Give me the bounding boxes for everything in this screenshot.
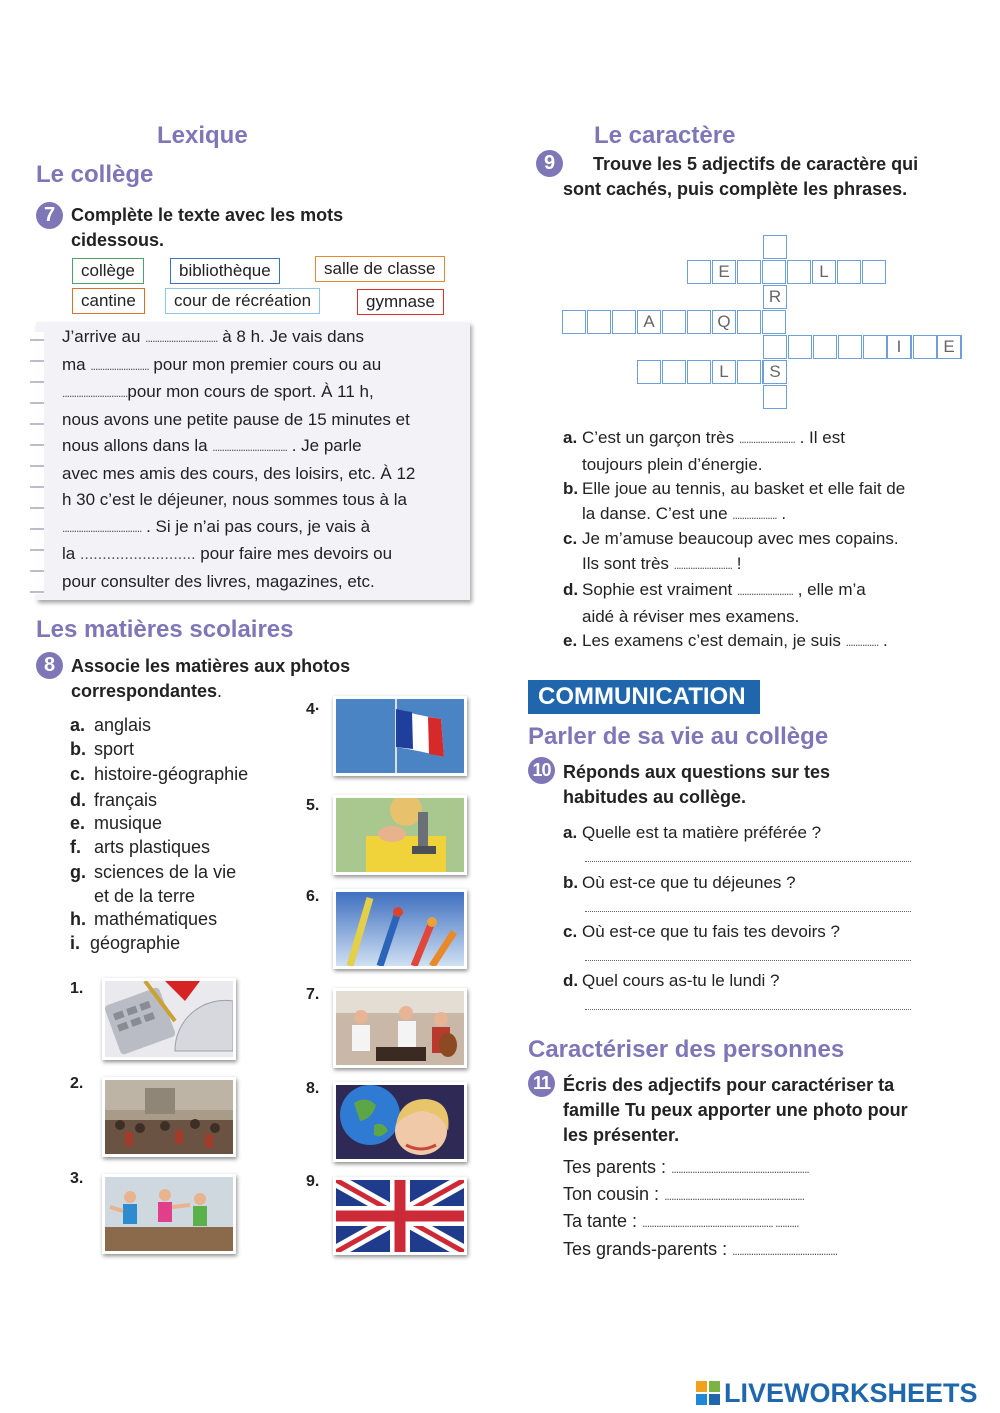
text-part: . Je parle (286, 436, 362, 455)
item-letter: g. (70, 862, 86, 882)
sentence-line (563, 577, 963, 604)
item-text: sport (94, 739, 135, 759)
text-line (62, 541, 462, 569)
photo-geography (333, 1082, 467, 1162)
crossword-cell[interactable] (637, 360, 661, 384)
item-letter: i. (70, 933, 81, 953)
crossword-cell[interactable] (662, 360, 686, 384)
blank-dots[interactable]: ........................ (738, 432, 795, 446)
subject-item (70, 790, 157, 811)
crossword-cell[interactable] (687, 360, 711, 384)
text-part: aidé à réviser mes examens. (582, 607, 800, 626)
sentence-d (563, 577, 963, 629)
text-part: Ils sont très (582, 554, 674, 573)
instruction-line: Écris des adjectifs pour caractériser ta (563, 1075, 895, 1095)
crossword-cell[interactable] (837, 260, 861, 284)
blank-dots[interactable]: ............................... (145, 331, 218, 345)
exercise-9-badge: 9 (536, 150, 563, 177)
photo-art-brushes (333, 889, 467, 969)
blank-dots[interactable]: ............................................. (732, 1244, 838, 1258)
item-text: histoire-géographie (94, 764, 249, 784)
exercise-10-badge: 10 (528, 757, 555, 784)
subject-item (70, 933, 180, 954)
item-text: géographie (90, 933, 181, 953)
text-line (62, 324, 462, 352)
item-text: arts plastiques (94, 837, 211, 857)
sentence-e (563, 628, 963, 655)
instruction-line: cidessous. (71, 230, 165, 250)
item-letter: e. (70, 813, 86, 833)
item-text: anglais (94, 715, 152, 735)
science-image (336, 798, 464, 872)
item-text: musique (94, 813, 163, 833)
item-letter: a. (70, 715, 86, 735)
french-flag-image (336, 699, 464, 773)
art-brushes-image (336, 892, 464, 966)
photo-number: 6. (306, 888, 320, 905)
text-line (62, 407, 462, 434)
item-text: sciences de la vie (94, 862, 237, 882)
communication-banner: COMMUNICATION (528, 680, 760, 714)
photo-sport (102, 1174, 236, 1254)
word-box: bibliothèque (170, 258, 280, 284)
instruction-line: sont cachés, puis complète les phrases. (563, 179, 908, 199)
sentence-b (563, 476, 963, 528)
text-part: h 30 c’est le déjeuner, nous sommes tous à la (62, 490, 407, 509)
text-part: Sophie est vraiment (582, 580, 737, 599)
geography-image (336, 1085, 464, 1159)
subject-item (70, 715, 151, 736)
caractere-title: Le caractère (594, 122, 736, 149)
photo-number: 1. (70, 980, 84, 997)
sentence-line (563, 476, 963, 501)
text-part: pour mon cours de sport. À 11 h, (127, 382, 374, 401)
blank-dots[interactable]: ......................... (673, 558, 732, 572)
blank-dots[interactable]: ................... (732, 508, 777, 522)
question-d (563, 968, 963, 993)
liveworksheets-logo: LIVEWORKSHEETS (724, 1378, 978, 1408)
spiral-rings (30, 332, 44, 594)
sentence-line (563, 604, 963, 629)
vie-title: Parler de sa vie au collège (528, 723, 829, 750)
sentence-line (563, 452, 963, 477)
word-box: cour de récréation (165, 288, 320, 314)
personnes-title: Caractériser des personnes (528, 1036, 845, 1063)
photo-uk-flag (333, 1177, 467, 1255)
text-line (62, 379, 462, 407)
text-part: Les examens c’est demain, je suis (582, 631, 846, 650)
crossword-letter[interactable]: I (887, 335, 911, 359)
liveworksheets-logo-icon (696, 1381, 720, 1405)
text-part: toujours plein d’énergie. (582, 455, 763, 474)
crossword-cell[interactable] (612, 310, 636, 334)
question-text: Où est-ce que tu fais tes devoirs ? (582, 922, 840, 941)
text-line (62, 487, 462, 514)
item-text: mathématiques (94, 909, 218, 929)
photo-number: 3. (70, 1170, 84, 1187)
subject-item (70, 886, 195, 907)
subject-item (70, 764, 248, 785)
crossword-letter[interactable]: L (812, 260, 836, 284)
blank-dots[interactable]: ............................................................ (664, 1189, 805, 1203)
matieres-title: Les matières scolaires (36, 616, 294, 643)
item-letter: b. (563, 873, 579, 892)
crossword-cell[interactable] (763, 235, 787, 259)
item-letter: a. (563, 823, 578, 842)
crossword-letter[interactable]: Q (712, 310, 736, 334)
family-row (563, 1184, 804, 1205)
text-part: nous allons dans la (62, 436, 213, 455)
text-part: nous avons une petite pause de 15 minutes et (62, 409, 410, 429)
text-part: Je m’amuse beaucoup avec mes copains. (582, 529, 899, 548)
family-label: Tes parents : (563, 1157, 672, 1177)
item-letter: h. (70, 909, 86, 929)
answer-line[interactable] (585, 1008, 911, 1010)
crossword-cell[interactable] (662, 310, 686, 334)
crossword-cell[interactable] (863, 335, 887, 359)
subject-item (70, 909, 217, 930)
subject-item (70, 862, 236, 883)
crossword-cell[interactable] (687, 310, 711, 334)
subject-item (70, 837, 210, 858)
instruction-line: les présenter. (563, 1125, 680, 1145)
family-label: Tes grands-parents : (563, 1239, 733, 1259)
instruction-period: . (217, 681, 223, 701)
instruction-line: Associe les matières aux photos (71, 656, 351, 676)
crossword-letter[interactable]: L (712, 360, 736, 384)
answer-line[interactable] (585, 860, 911, 862)
text-part: pour consulter des livres, magazines, etc. (62, 571, 375, 591)
crossword-cell[interactable] (763, 385, 787, 409)
photo-math-tools (102, 978, 236, 1060)
family-row (563, 1157, 809, 1178)
instruction-line: Réponds aux questions sur tes (563, 762, 831, 782)
photo-number: 9. (306, 1173, 320, 1190)
photo-number: 8. (306, 1080, 320, 1097)
item-letter: c. (563, 922, 578, 941)
photo-history-painting (102, 1077, 236, 1157)
text-line (62, 514, 462, 542)
crossword-cell[interactable] (762, 260, 786, 284)
question-text: Où est-ce que tu déjeunes ? (582, 873, 796, 892)
text-part: , elle m’a (792, 580, 866, 599)
subject-item (70, 739, 134, 760)
text-part: ma (62, 354, 91, 374)
text-part: la (62, 544, 80, 563)
history-painting-image (105, 1080, 233, 1154)
crossword-letter[interactable]: R (763, 285, 787, 309)
photo-number: 7. (306, 986, 320, 1003)
photo-number: 2. (70, 1075, 84, 1092)
blank-dots[interactable]: .............. (845, 635, 879, 649)
crossword-cell[interactable] (762, 310, 786, 334)
item-letter: f. (70, 837, 81, 857)
text-line (62, 461, 462, 488)
text-part: J’arrive au (62, 327, 146, 346)
item-text: et de la terre (94, 886, 196, 906)
instruction-line: famille Tu peux apporter une photo pour (563, 1100, 908, 1120)
text-part: à 8 h. Je vais dans (217, 327, 364, 346)
uk-flag-image (336, 1180, 464, 1252)
text-part: Elle joue au tennis, au basket et elle fait de (582, 479, 906, 498)
word-box: cantine (72, 288, 145, 314)
family-row (563, 1239, 837, 1260)
sentence-a (563, 425, 963, 477)
crossword-letter[interactable]: S (763, 360, 787, 384)
item-letter: e. (563, 631, 578, 650)
family-row (563, 1211, 798, 1232)
item-letter: b. (563, 479, 579, 498)
crossword-cell[interactable] (687, 260, 711, 284)
sentence-line (563, 551, 963, 578)
exercise-10-instruction (563, 760, 830, 810)
text-part: . Si je n’ai pas cours, je vais à (141, 516, 371, 536)
crossword-letter[interactable]: E (937, 335, 961, 359)
text-part: . (878, 631, 888, 650)
item-letter: c. (563, 529, 578, 548)
math-tools-image (105, 981, 233, 1057)
college-title: Le collège (36, 161, 154, 188)
crossword-letter[interactable]: A (637, 310, 661, 334)
item-letter: d. (563, 580, 579, 599)
photo-number: 5. (306, 797, 320, 814)
blank-dots[interactable]: ................................ (212, 440, 287, 454)
crossword-cell[interactable] (913, 335, 937, 359)
crossword-cell[interactable] (862, 260, 886, 284)
question-c (563, 919, 963, 944)
item-letter: d. (563, 971, 579, 990)
instruction-line: habitudes au collège. (563, 787, 747, 807)
item-letter: d. (70, 790, 86, 810)
blank-dots[interactable]: .......................... (79, 546, 196, 563)
crossword-cell[interactable] (587, 310, 611, 334)
text-line (62, 433, 462, 461)
exercise-11-instruction (563, 1073, 908, 1148)
crossword-cell[interactable] (737, 260, 761, 284)
text-part: pour mon premier cours ou au (148, 354, 382, 374)
word-box: gymnase (357, 289, 444, 315)
photo-music (333, 988, 467, 1068)
exercise-7-instruction (71, 203, 343, 253)
sentence-line (563, 628, 963, 655)
word-box: collège (72, 258, 144, 284)
word-box: salle de classe (315, 256, 445, 282)
exercise-8-badge: 8 (36, 652, 63, 679)
exercise-7-badge: 7 (36, 202, 63, 229)
fill-in-text (62, 324, 462, 595)
crossword-letter[interactable]: E (712, 260, 736, 284)
family-label: Ton cousin : (563, 1184, 665, 1204)
exercise-11-badge: 11 (528, 1070, 555, 1097)
answer-line[interactable] (585, 959, 911, 961)
crossword-cell[interactable] (813, 335, 837, 359)
question-a (563, 820, 963, 845)
blank-dots[interactable]: ........................ (736, 584, 793, 598)
sport-image (105, 1177, 233, 1251)
exercise-8-instruction (71, 654, 350, 704)
crossword-cell[interactable] (737, 360, 761, 384)
text-part: pour faire mes devoirs ou (195, 544, 393, 563)
text-part: . (776, 504, 787, 523)
instruction-text: correspondantes (71, 681, 218, 701)
item-letter: c. (70, 764, 86, 784)
family-label: Ta tante : (563, 1211, 643, 1231)
text-part: la danse. C’est une (582, 504, 733, 523)
item-letter: b. (70, 739, 86, 759)
text-line (62, 352, 462, 380)
blank-dots[interactable]: ............................ (62, 386, 128, 400)
sentence-line (563, 425, 963, 452)
crossword-cell[interactable] (562, 310, 586, 334)
crossword-cell[interactable] (788, 335, 812, 359)
photo-science (333, 795, 467, 875)
text-part: ! (732, 554, 742, 573)
crossword-cell[interactable] (787, 260, 811, 284)
subject-item (70, 813, 162, 834)
crossword-cell[interactable] (737, 310, 761, 334)
text-line (62, 569, 462, 596)
photo-number: 4· (306, 701, 321, 718)
question-b (563, 870, 963, 895)
sentence-line (563, 526, 963, 551)
item-text: français (94, 790, 158, 810)
music-image (336, 991, 464, 1065)
blank-dots[interactable]: .................................. (62, 520, 142, 535)
crossword-cell[interactable] (838, 335, 862, 359)
answer-line[interactable] (585, 910, 911, 912)
text-part: C’est un garçon très (582, 428, 739, 447)
question-text: Quel cours as-tu le lundi ? (582, 971, 780, 990)
sentence-c (563, 526, 963, 578)
item-letter: a. (563, 428, 578, 447)
question-text: Quelle est ta matière préférée ? (582, 823, 822, 842)
text-part: . Il est (794, 428, 845, 447)
sentence-line (563, 501, 963, 528)
instruction-line: Trouve les 5 adjectifs de caractère qui (593, 154, 919, 174)
crossword-cell[interactable] (763, 335, 787, 359)
exercise-9-instruction (563, 152, 918, 202)
blank-dots[interactable]: ........................................................ .......... (642, 1216, 799, 1230)
blank-dots[interactable]: ........................................................... (671, 1162, 809, 1176)
blank-dots[interactable]: ......................... (90, 358, 149, 373)
lexique-title: Lexique (157, 122, 248, 149)
instruction-line: Complète le texte avec les mots (71, 205, 344, 225)
photo-french-flag (333, 696, 467, 776)
text-part: avec mes amis des cours, des loisirs, etc. À 12 (62, 463, 416, 483)
